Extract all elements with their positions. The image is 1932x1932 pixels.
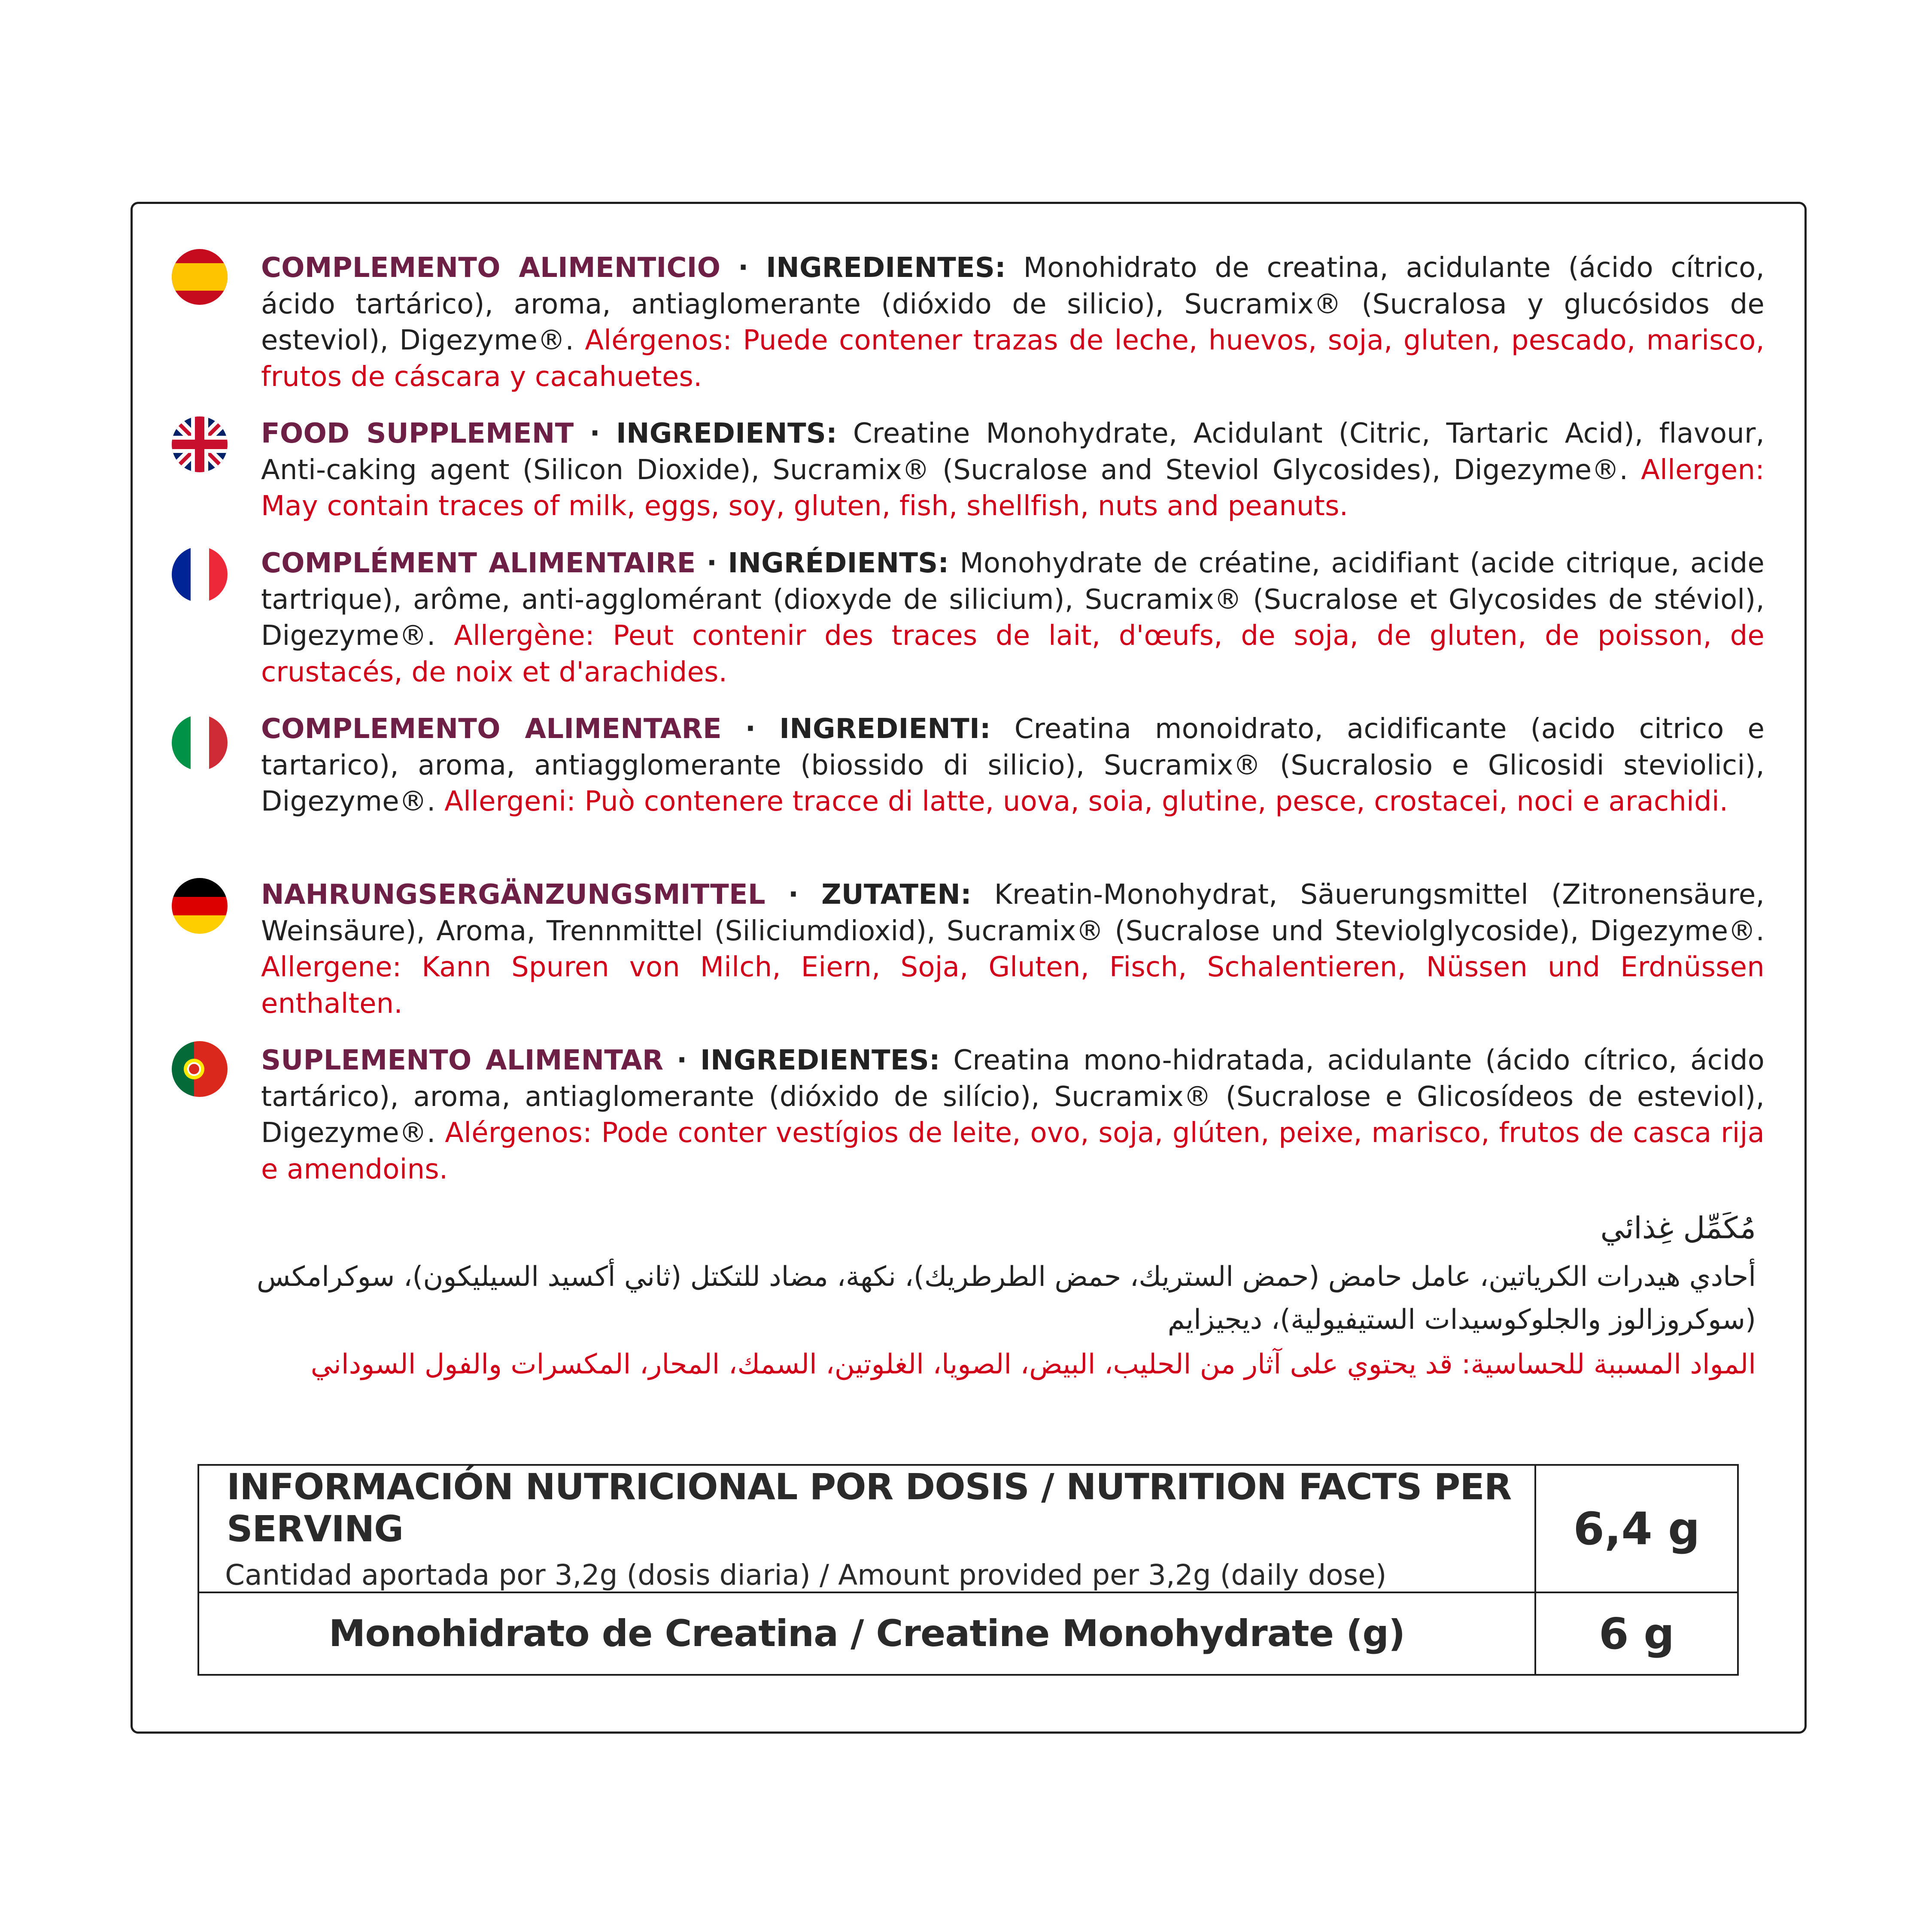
allergens-text: Allergene: Kann Spuren von Milch, Eiern, Soja, Gluten, Fisch, Schalentieren, Nüssen und Erdnüssen enthalten.: [261, 951, 1765, 1020]
ingredients-text: Monohydrate de créatine, acidifiant (acide citrique, acide tartrique), arôme, anti-agglomérant (dioxyde de silicium), Sucramix® (Sucralose et Glycosides de stéviol), Digezyme®.: [261, 547, 1765, 652]
allergens-text: Allergène: Peut contenir des traces de lait, d'œufs, de soja, de gluten, de poisson, de crustacés, de noix et d'arachides.: [261, 620, 1765, 688]
allergens-text: Alérgenos: Puede contener trazas de leche, huevos, soja, gluten, pescado, marisco, frutos de cáscara y cacahuetes.: [261, 325, 1765, 393]
allergens-text: Allergeni: Può contenere tracce di latte, uova, soia, glutine, pesce, crostacei, noci e arachidi.: [444, 786, 1728, 817]
france-flag-icon: [172, 547, 228, 602]
arabic-heading: مُكَمِّل غِذائي: [1600, 1210, 1756, 1245]
ingredients-label: INGREDIENTES:: [700, 1045, 940, 1076]
separator-dot: ·: [745, 713, 756, 745]
creatine-value: 6 g: [1535, 1592, 1738, 1675]
nutrition-header-cell: [198, 1465, 1535, 1592]
ingredients-label: INGREDIENTES:: [766, 252, 1006, 284]
nutrition-table: [197, 1464, 1739, 1676]
separator-dot: ·: [788, 879, 799, 911]
ingredients-text: Kreatin-Monohydrat, Säuerungsmittel (Zitronensäure, Weinsäure), Aroma, Trennmittel (Siliciumdioxid), Sucramix® (Sucralose und Steviolglycoside), Digezyme®.: [261, 879, 1765, 947]
germany-flag-icon: [172, 878, 228, 934]
allergens-text: Alérgenos: Pode conter vestígios de leite, ovo, soja, glúten, peixe, marisco, frutos de casca rija e amendoins.: [261, 1117, 1765, 1185]
ingredients-label: INGREDIENTS:: [616, 418, 837, 450]
entry-en: [261, 416, 1765, 525]
creatine-label: Monohidrato de Creatina / Creatine Monohydrate (g): [198, 1592, 1535, 1675]
spain-flag-icon: [172, 249, 228, 305]
uk-flag-icon: [172, 416, 228, 472]
product-type-heading: COMPLEMENTO ALIMENTARE: [261, 713, 722, 745]
product-type-heading: COMPLEMENTO ALIMENTICIO: [261, 252, 721, 284]
arabic-section: [223, 1206, 1756, 1386]
separator-dot: ·: [676, 1045, 687, 1076]
product-type-heading: COMPLÉMENT ALIMENTAIRE: [261, 547, 696, 579]
nutrition-title: INFORMACIÓN NUTRICIONAL POR DOSIS / NUTRITION FACTS PER SERVING: [227, 1466, 1512, 1550]
ingredients-text: Creatine Monohydrate, Acidulant (Citric, Tartaric Acid), flavour, Anti-caking agent (Silicon Dioxide), Sucramix® (Sucralose and Steviol Glycosides), Digezyme®.: [261, 418, 1765, 486]
entry-es: [261, 250, 1765, 395]
entry-fr: [261, 545, 1765, 690]
entry-pt: [261, 1042, 1765, 1188]
nutrition-data-row: [198, 1592, 1738, 1675]
nutrition-header-row: [198, 1465, 1738, 1592]
separator-dot: ·: [706, 547, 717, 579]
allergens-text: Allergen: May contain traces of milk, eggs, soy, gluten, fish, shellfish, nuts and peanuts.: [261, 454, 1765, 522]
ingredients-text: Creatina monoidrato, acidificante (acido citrico e tartarico), aroma, antiagglomerante (biossido di silicio), Sucramix® (Sucralosio e Glicosidi steviolici), Digezyme®.: [261, 713, 1765, 817]
separator-dot: ·: [589, 418, 600, 450]
ingredients-text: Monohidrato de creatina, acidulante (ácido cítrico, ácido tartárico), aroma, antiaglomerante (dióxido de silicio), Sucramix® (Sucralosa y glucósidos de esteviol), Digezyme®.: [261, 252, 1765, 356]
ingredients-label: INGREDIENTI:: [779, 713, 991, 745]
product-type-heading: FOOD SUPPLEMENT: [261, 418, 574, 450]
separator-dot: ·: [738, 252, 749, 284]
entry-de: [261, 877, 1765, 1022]
product-type-heading: NAHRUNGSERGÄNZUNGSMITTEL: [261, 879, 766, 911]
ingredients-label: INGRÉDIENTS:: [728, 547, 949, 579]
nutrition-subtitle: Cantidad aportada por 3,2g (dosis diaria) / Amount provided per 3,2g (daily dose): [225, 1558, 1387, 1592]
italy-flag-icon: [172, 715, 228, 771]
entry-it: [261, 711, 1765, 820]
ingredients-text: Creatina mono-hidratada, acidulante (ácido cítrico, ácido tartárico), aroma, antiaglomerante (dióxido de silício), Sucramix® (Sucralose e Glicosídeos de esteviol), Digezyme®.: [261, 1045, 1765, 1149]
arabic-ingredients: أحادي هيدرات الكرياتين، عامل حامض (حمض الستريك، حمض الطرطريك)، نكهة، مضاد للتكتل (ثاني أكسيد السيليكون)، سوكرامكس (سوكروزالوز والجلوكوسيدات الستيفيولية)، ديجيزايم: [256, 1261, 1756, 1336]
portugal-flag-icon: [172, 1041, 228, 1097]
serving-value: 6,4 g: [1535, 1465, 1738, 1592]
product-type-heading: SUPLEMENTO ALIMENTAR: [261, 1045, 664, 1076]
arabic-allergens: المواد المسببة للحساسية: قد يحتوي على آثار من الحليب، البيض، الصويا، الغلوتين، السمك، المحار، المكسرات والفول السوداني: [310, 1349, 1756, 1380]
ingredients-label: ZUTATEN:: [821, 879, 972, 911]
